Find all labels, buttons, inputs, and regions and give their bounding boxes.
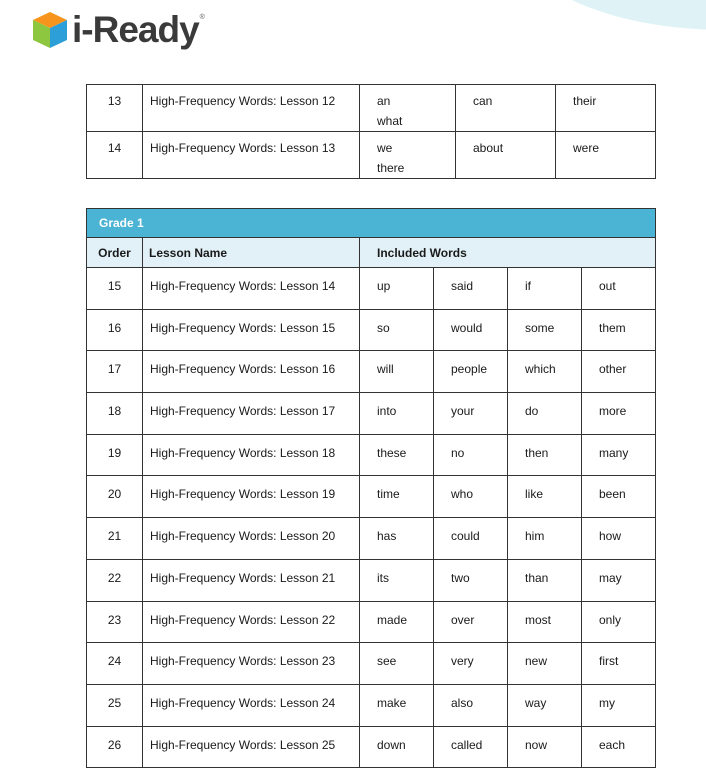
word-cell <box>360 132 456 179</box>
order-cell: 13 <box>87 85 143 132</box>
word-cell: your <box>434 393 508 435</box>
word-cell: way <box>508 684 582 726</box>
table-row <box>87 351 656 393</box>
word-cell: has <box>360 518 434 560</box>
lesson-name-cell: High-Frequency Words: Lesson 13 <box>143 132 360 179</box>
word-cell: each <box>582 726 656 768</box>
word-cell: were <box>556 132 656 179</box>
word-cell: most <box>508 601 582 643</box>
word-cell: very <box>434 643 508 685</box>
word-cell: would <box>434 309 508 351</box>
word-cell: into <box>360 393 434 435</box>
word-cell: said <box>434 268 508 310</box>
table-row <box>87 268 656 310</box>
order-cell: 20 <box>87 476 143 518</box>
word-cell: made <box>360 601 434 643</box>
lesson-name-cell: High-Frequency Words: Lesson 20 <box>143 518 360 560</box>
trademark-symbol: ® <box>199 14 205 21</box>
word-cell: first <box>582 643 656 685</box>
word: there <box>377 161 405 175</box>
word-cell: over <box>434 601 508 643</box>
table-row <box>87 643 656 685</box>
word: an <box>377 94 391 108</box>
lesson-name-cell: High-Frequency Words: Lesson 15 <box>143 309 360 351</box>
word-cell: do <box>508 393 582 435</box>
order-cell: 18 <box>87 393 143 435</box>
lesson-name-cell: High-Frequency Words: Lesson 19 <box>143 476 360 518</box>
word-cell: called <box>434 726 508 768</box>
order-cell: 16 <box>87 309 143 351</box>
word-cell: down <box>360 726 434 768</box>
word-cell: only <box>582 601 656 643</box>
word: what <box>377 114 403 128</box>
lesson-column-header: Lesson Name <box>143 238 360 268</box>
order-cell: 22 <box>87 559 143 601</box>
word-cell: may <box>582 559 656 601</box>
table-row <box>87 476 656 518</box>
table-row <box>87 559 656 601</box>
order-cell: 24 <box>87 643 143 685</box>
logo-wordmark: i-Ready <box>72 9 199 50</box>
word-cell: see <box>360 643 434 685</box>
word-cell: then <box>508 434 582 476</box>
corner-decoration <box>515 0 706 30</box>
order-cell: 19 <box>87 434 143 476</box>
word-cell: also <box>434 684 508 726</box>
word-cell: more <box>582 393 656 435</box>
word-cell: like <box>508 476 582 518</box>
word-cell: them <box>582 309 656 351</box>
lesson-name-cell: High-Frequency Words: Lesson 14 <box>143 268 360 310</box>
column-header-row <box>87 238 656 268</box>
lesson-name-cell: High-Frequency Words: Lesson 21 <box>143 559 360 601</box>
lesson-name-cell: High-Frequency Words: Lesson 24 <box>143 684 360 726</box>
word-cell: could <box>434 518 508 560</box>
order-cell: 23 <box>87 601 143 643</box>
word-cell: been <box>582 476 656 518</box>
word-cell: which <box>508 351 582 393</box>
order-cell: 25 <box>87 684 143 726</box>
logo-cube-icon <box>30 10 70 50</box>
word-cell: than <box>508 559 582 601</box>
word-cell: other <box>582 351 656 393</box>
word-cell: so <box>360 309 434 351</box>
word-cell: up <box>360 268 434 310</box>
word-cell: these <box>360 434 434 476</box>
order-cell: 17 <box>87 351 143 393</box>
table-row <box>87 518 656 560</box>
table-row <box>87 684 656 726</box>
table-row <box>87 434 656 476</box>
word-cell: many <box>582 434 656 476</box>
word-cell: time <box>360 476 434 518</box>
word: we <box>377 141 393 155</box>
table-row <box>87 601 656 643</box>
iready-logo <box>30 8 205 52</box>
word-cell: make <box>360 684 434 726</box>
word-cell <box>360 85 456 132</box>
word-cell: its <box>360 559 434 601</box>
word-cell: will <box>360 351 434 393</box>
word-cell: their <box>556 85 656 132</box>
word-cell: now <box>508 726 582 768</box>
table-row <box>87 393 656 435</box>
word-cell: can <box>456 85 556 132</box>
lesson-name-cell: High-Frequency Words: Lesson 18 <box>143 434 360 476</box>
word-cell: how <box>582 518 656 560</box>
word-cell: no <box>434 434 508 476</box>
previous-lessons-table <box>86 84 656 179</box>
word-cell: people <box>434 351 508 393</box>
words-column-header: Included Words <box>360 238 656 268</box>
word-cell: my <box>582 684 656 726</box>
table-row <box>87 85 656 132</box>
lesson-name-cell: High-Frequency Words: Lesson 16 <box>143 351 360 393</box>
lesson-name-cell: High-Frequency Words: Lesson 12 <box>143 85 360 132</box>
lesson-name-cell: High-Frequency Words: Lesson 22 <box>143 601 360 643</box>
grade-header-row <box>87 209 656 238</box>
word-cell: him <box>508 518 582 560</box>
word-cell: if <box>508 268 582 310</box>
word-cell: new <box>508 643 582 685</box>
lesson-name-cell: High-Frequency Words: Lesson 25 <box>143 726 360 768</box>
word-cell: out <box>582 268 656 310</box>
word-cell: two <box>434 559 508 601</box>
lesson-name-cell: High-Frequency Words: Lesson 17 <box>143 393 360 435</box>
order-cell: 26 <box>87 726 143 768</box>
order-cell: 14 <box>87 132 143 179</box>
order-column-header: Order <box>87 238 143 268</box>
table-row <box>87 726 656 768</box>
table-row <box>87 132 656 179</box>
grade-title: Grade 1 <box>87 209 656 238</box>
word-cell: about <box>456 132 556 179</box>
grade-1-table <box>86 208 656 768</box>
table-row <box>87 309 656 351</box>
word-cell: who <box>434 476 508 518</box>
order-cell: 21 <box>87 518 143 560</box>
word-cell: some <box>508 309 582 351</box>
order-cell: 15 <box>87 268 143 310</box>
lesson-name-cell: High-Frequency Words: Lesson 23 <box>143 643 360 685</box>
